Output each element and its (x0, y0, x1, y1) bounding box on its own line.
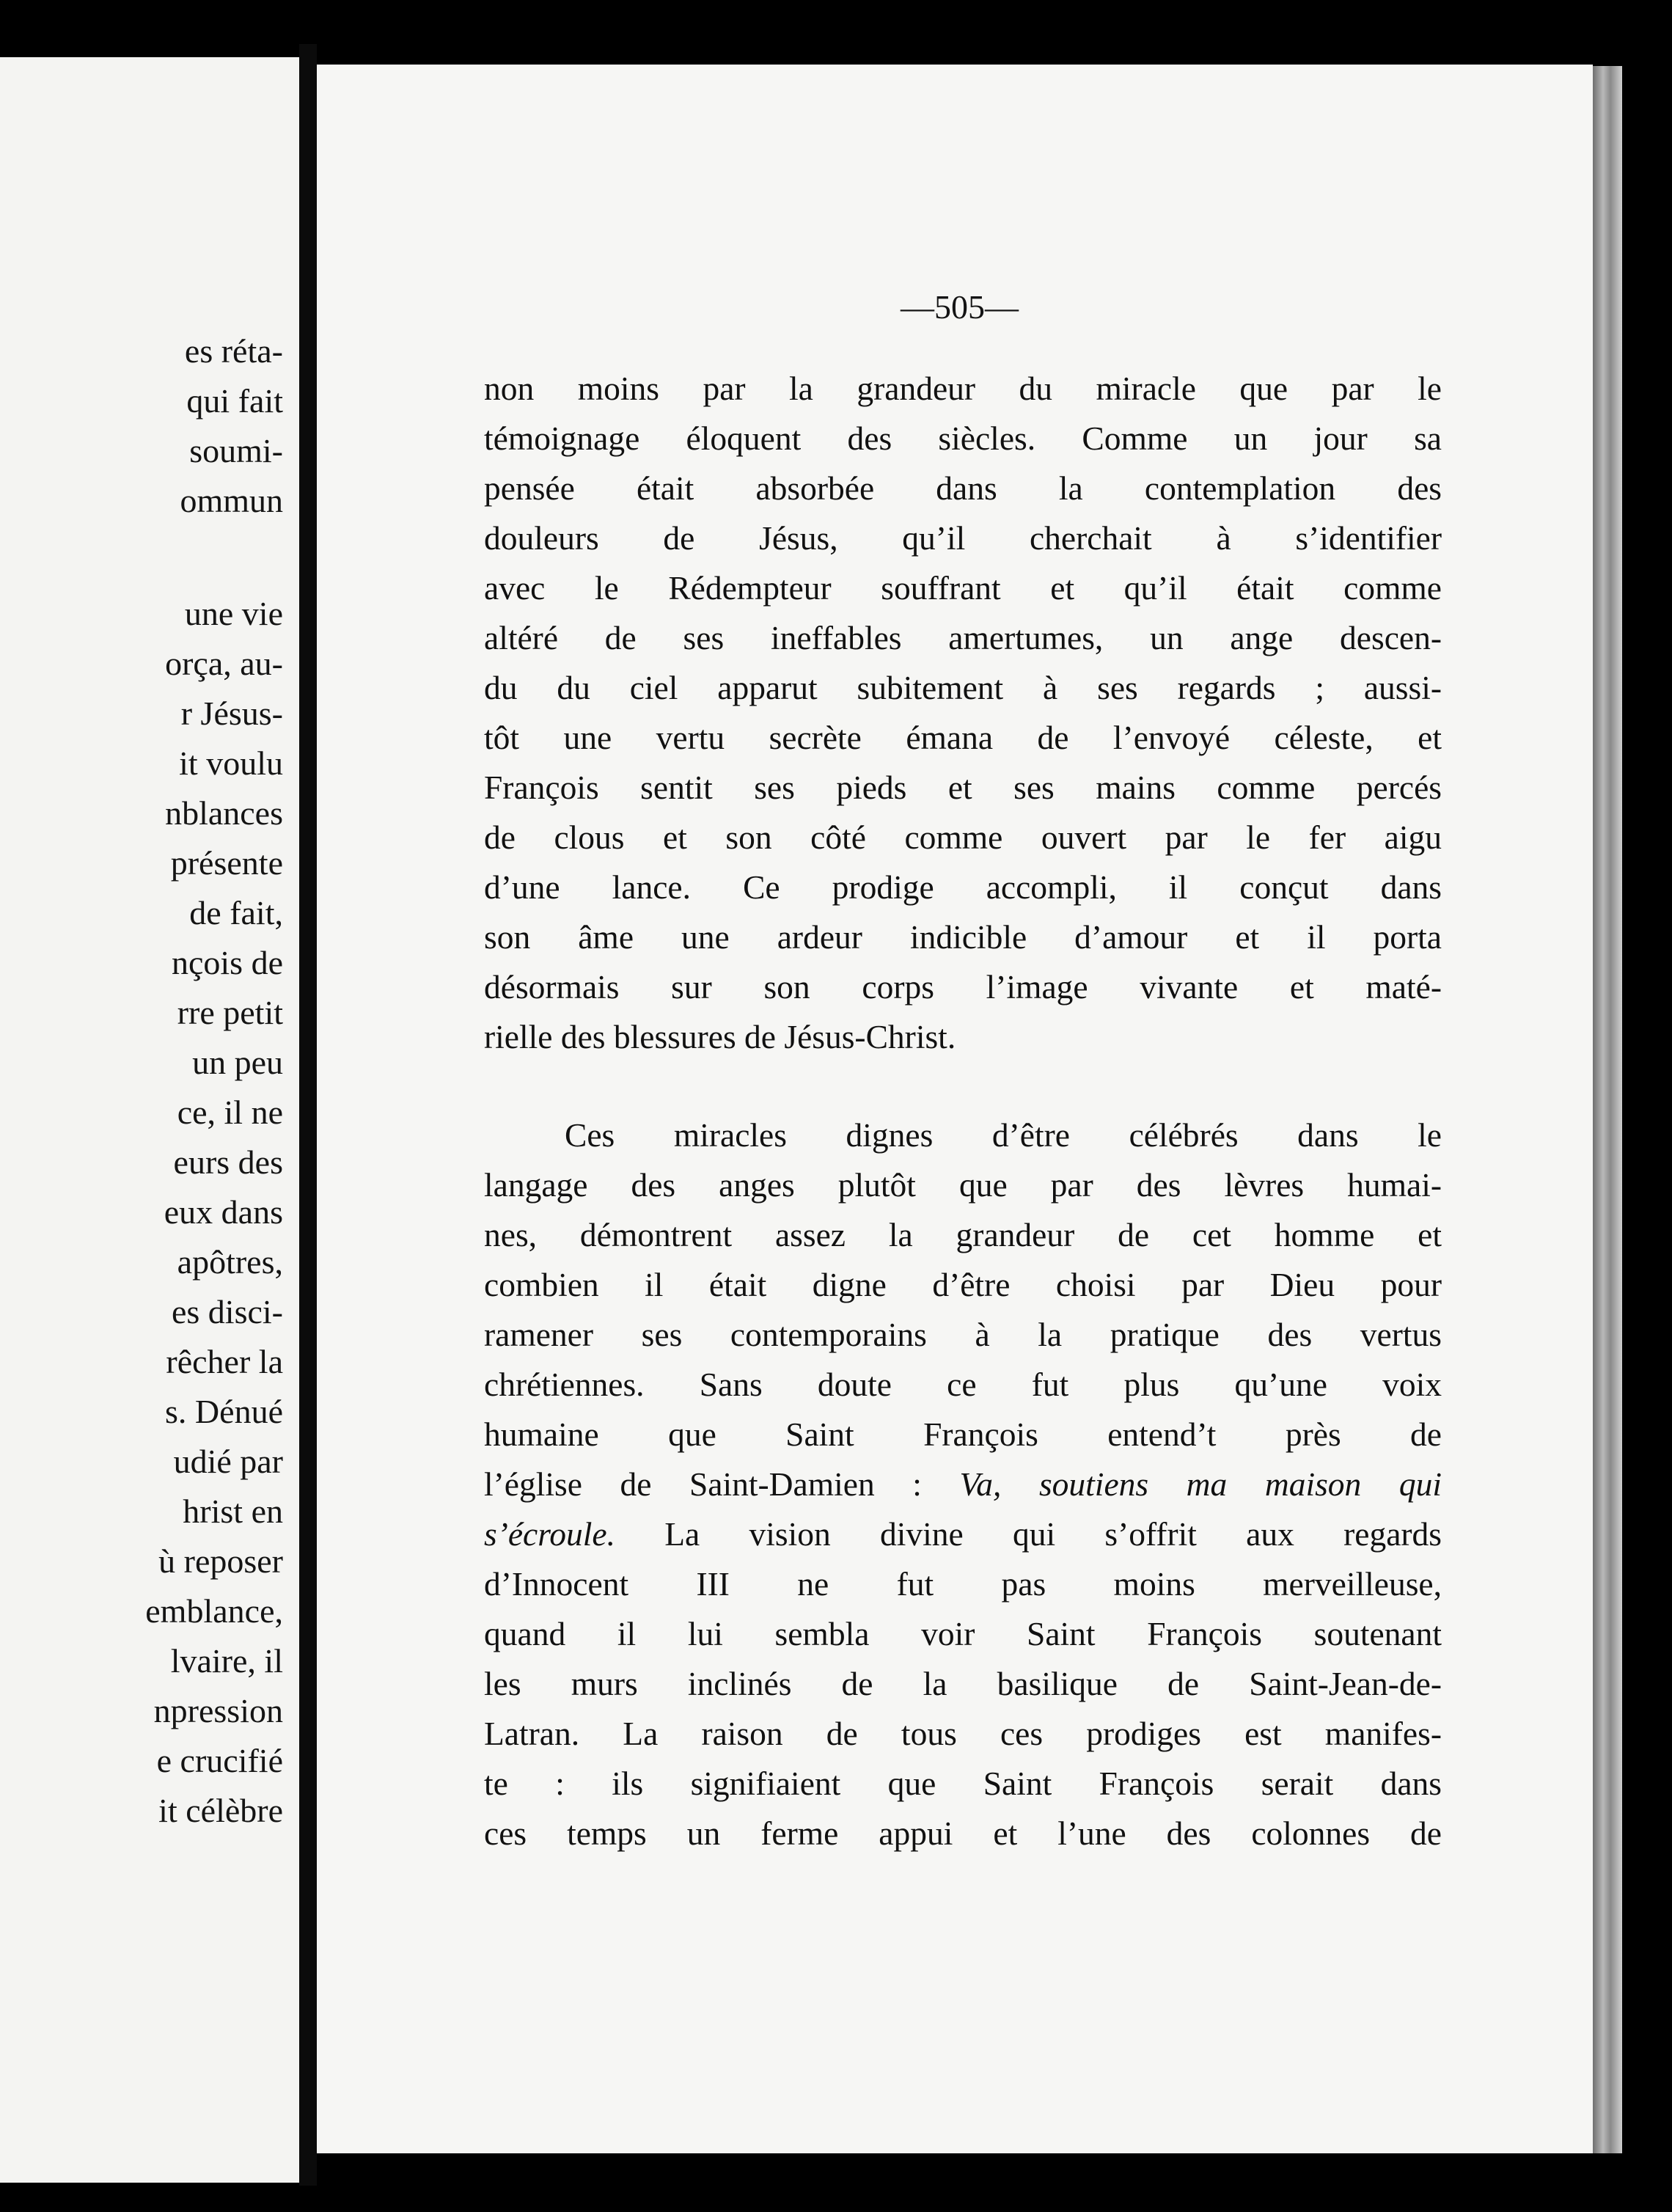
facing-line: r Jésus- (180, 695, 283, 732)
text-line: de clous et son côté comme ouvert par le fer aigu (484, 818, 1442, 856)
facing-line: npression (153, 1692, 283, 1729)
facing-line: e crucifié (156, 1742, 283, 1779)
text-line: tôt une vertu secrète émana de l’envoyé céleste, et (484, 719, 1442, 756)
facing-line: es réta- (184, 332, 283, 370)
facing-line: soumi- (189, 432, 283, 469)
text-line: ces temps un ferme appui et l’une des colonnes de (484, 1814, 1442, 1852)
page-edge (1593, 66, 1622, 2153)
facing-line: qui fait (186, 382, 283, 420)
facing-line: lvaire, il (170, 1642, 283, 1680)
text-line: du du ciel apparut subitement à ses regards ; aussi- (484, 669, 1442, 706)
text-run: La vision divine qui s’offrit aux regards (664, 1515, 1442, 1553)
facing-line: s. Dénué (165, 1393, 283, 1430)
page-number: —505— (901, 288, 1019, 326)
text-line: désormais sur son corps l’image vivante et maté- (484, 968, 1442, 1006)
facing-line: ommun (180, 482, 283, 519)
facing-line: rêcher la (166, 1343, 283, 1380)
text-line: François sentit ses pieds et ses mains comme percés (484, 769, 1442, 806)
text-line: altéré de ses ineffables amertumes, un ange descen- (484, 619, 1442, 656)
text-line: son âme une ardeur indicible d’amour et il porta (484, 918, 1442, 956)
facing-line: hrist en (183, 1493, 283, 1530)
facing-line: emblance, (145, 1592, 283, 1630)
italic-quote: Va, soutiens ma maison qui (959, 1465, 1442, 1503)
facing-line: apôtres, (177, 1243, 283, 1281)
text-line: quand il lui sembla voir Saint François soutenant (484, 1615, 1442, 1652)
facing-line: eux dans (164, 1193, 283, 1231)
book-gutter (299, 44, 317, 2186)
facing-line: de fait, (189, 894, 283, 931)
text-line: d’une lance. Ce prodige accompli, il conçut dans (484, 868, 1442, 906)
facing-line: it voulu (179, 744, 283, 782)
facing-line: it célèbre (158, 1792, 283, 1829)
text-line: pensée était absorbée dans la contemplation des (484, 469, 1442, 507)
facing-line: un peu (192, 1044, 283, 1081)
text-line: langage des anges plutôt que par des lèvres humai- (484, 1166, 1442, 1204)
facing-line: ù reposer (158, 1542, 283, 1580)
text-line: combien il était digne d’être choisi par Dieu pour (484, 1266, 1442, 1303)
facing-line: rre petit (177, 994, 283, 1031)
facing-line: nçois de (171, 944, 283, 981)
facing-line: udié par (173, 1443, 283, 1480)
text-run: l’église de Saint-Damien : (484, 1465, 922, 1503)
italic-quote: s’écroule. (484, 1515, 615, 1553)
paragraph-1 (484, 364, 1442, 1062)
facing-line: présente (170, 844, 283, 882)
text-line: nes, démontrent assez la grandeur de cet homme et (484, 1216, 1442, 1253)
facing-line: nblances (165, 794, 283, 832)
text-line (484, 1460, 1442, 1509)
facing-line: orça, au- (165, 645, 283, 682)
text-line: d’Innocent III ne fut pas moins merveilleuse, (484, 1565, 1442, 1603)
text-line: chrétiennes. Sans doute ce fut plus qu’une voix (484, 1366, 1442, 1403)
text-line: Latran. La raison de tous ces prodiges est manifes- (484, 1715, 1442, 1752)
text-line: te : ils signifiaient que Saint François serait dans (484, 1765, 1442, 1802)
facing-line: es disci- (171, 1293, 283, 1330)
text-line: les murs inclinés de la basilique de Saint-Jean-de- (484, 1665, 1442, 1702)
text-line: ramener ses contemporains à la pratique des vertus (484, 1316, 1442, 1353)
text-line: humaine que Saint François entend’t près de (484, 1416, 1442, 1453)
facing-page-fragment (0, 57, 299, 2183)
facing-line: ce, il ne (177, 1094, 283, 1131)
text-line (484, 1509, 1442, 1559)
facing-line: eurs des (173, 1143, 283, 1181)
text-line: avec le Rédempteur souffrant et qu’il était comme (484, 569, 1442, 607)
text-line: douleurs de Jésus, qu’il cherchait à s’identifier (484, 519, 1442, 557)
paragraph-2 (484, 1110, 1442, 1858)
text-line: Ces miracles dignes d’être célébrés dans le (565, 1116, 1442, 1154)
text-line: non moins par la grandeur du miracle que par le (484, 370, 1442, 407)
text-line: rielle des blessures de Jésus-Christ. (484, 1018, 956, 1055)
text-line: témoignage éloquent des siècles. Comme un jour sa (484, 420, 1442, 457)
facing-line: une vie (184, 595, 283, 632)
